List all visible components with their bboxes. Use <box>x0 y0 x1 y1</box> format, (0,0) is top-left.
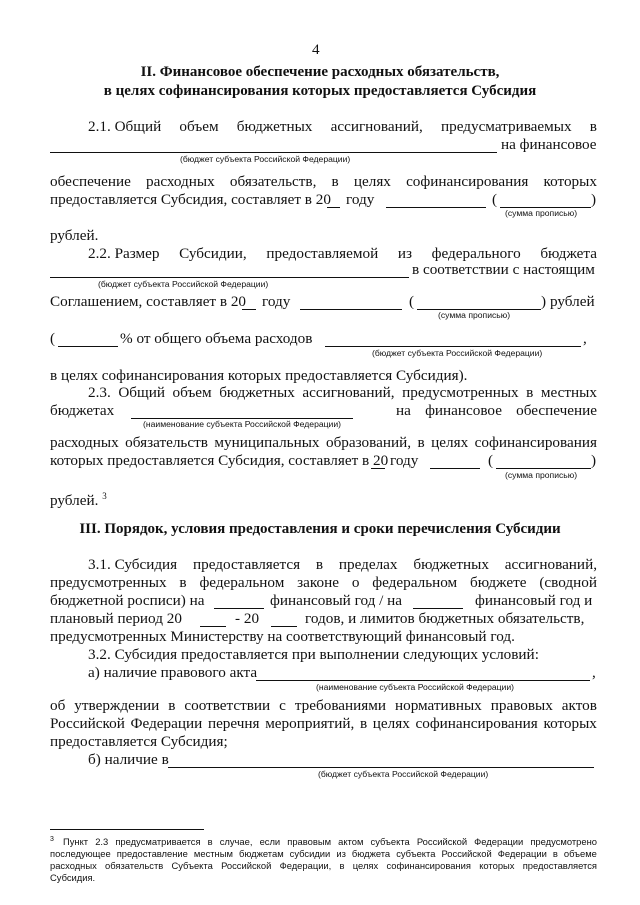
fill-line-year[interactable] <box>271 626 297 627</box>
word: последующее <box>50 848 111 859</box>
word: в <box>179 574 187 591</box>
word: перечня <box>207 715 260 732</box>
word: расходных <box>146 173 215 190</box>
word: Общий <box>118 384 165 401</box>
fill-line-year[interactable] <box>200 626 226 627</box>
word: расходных <box>50 860 97 871</box>
text-condition-a: а) наличие правового акта <box>88 664 258 681</box>
text-line4-a: предоставляется Субсидия, составляет в 20 <box>50 191 331 208</box>
word: объем <box>179 118 219 135</box>
word: софинансирования <box>386 860 471 871</box>
word: местным <box>193 848 233 859</box>
word: актов <box>561 697 597 714</box>
word: предоставление <box>116 848 188 859</box>
word: в <box>526 384 534 401</box>
word: предоставляемой <box>266 245 379 262</box>
paren-open: ( <box>50 330 56 347</box>
word: Субсидии, <box>179 245 247 262</box>
word: федеральном <box>199 574 285 591</box>
text-line4-a: которых предоставляется Субсидия, составляет в 20 <box>50 452 389 469</box>
word: софинансирования <box>406 173 529 190</box>
word: об <box>50 697 66 714</box>
paren-close: ) <box>541 293 547 310</box>
word: Российской <box>441 848 492 859</box>
fill-line-budget[interactable] <box>50 152 497 153</box>
text-line5: предусмотренных Министерству на соответствующий финансовый год. <box>50 628 515 645</box>
word: бюджете <box>470 574 527 591</box>
caption-sum: (сумма прописью) <box>438 310 511 320</box>
word: утверждении <box>74 697 160 714</box>
paren-open: ( <box>409 293 415 310</box>
paragraph-3-2-line4 <box>50 715 597 733</box>
word: которых <box>479 860 515 871</box>
word: местных <box>540 384 597 401</box>
footnote-line4: Субсидия. <box>50 872 96 883</box>
word: правовым <box>287 836 332 847</box>
caption-sum: (сумма прописью) <box>505 208 578 218</box>
footnote-line1 <box>63 836 597 848</box>
word: если <box>259 836 281 847</box>
word: целях <box>431 434 469 451</box>
text-line4-a: плановый период 20 <box>50 610 182 627</box>
word: в <box>331 173 339 190</box>
word: 2.3 <box>95 836 109 847</box>
word: 2.2. Размер <box>88 245 160 262</box>
comma: , <box>592 664 596 681</box>
word: 2.1. Общий <box>88 118 162 135</box>
word: объеме <box>563 848 597 859</box>
comma: , <box>583 330 587 347</box>
text-year-word: году <box>390 452 419 469</box>
paren-close: ) <box>591 191 597 208</box>
fill-line-budget[interactable] <box>168 767 594 768</box>
word: о <box>351 574 360 591</box>
word: софинансирования <box>415 715 538 732</box>
word: мероприятий, <box>265 715 355 732</box>
footnote-reference[interactable]: 3 <box>102 491 107 501</box>
word: целях <box>372 715 410 732</box>
word: муниципальных <box>214 434 320 451</box>
word: в <box>589 118 597 135</box>
section-2-title-line1: II. Финансовое обеспечение расходных обязательств, <box>140 64 500 80</box>
word: субъекта <box>370 836 410 847</box>
word: нормативных <box>394 697 482 714</box>
word: федерального <box>431 245 521 262</box>
word: пределах <box>338 556 398 573</box>
fill-line-year[interactable] <box>327 207 340 208</box>
text-line4-b: - 20 <box>235 610 260 627</box>
word: обязательств <box>125 434 208 451</box>
paren-close: ) <box>591 452 597 469</box>
footnote-separator <box>50 829 204 830</box>
text-line3-a: бюджетной росписи) на <box>50 592 205 609</box>
fill-line-amount[interactable] <box>386 207 486 208</box>
caption-budget: (бюджет субъекта Российской Федерации) <box>98 279 269 289</box>
caption-budget: (бюджет субъекта Российской Федерации) <box>180 154 351 164</box>
footnote-line3 <box>50 860 597 872</box>
text-line4-c: годов, и лимитов бюджетных обязательств, <box>305 610 585 627</box>
word: образований, <box>325 434 412 451</box>
word: в <box>207 836 213 847</box>
word: бюджета <box>351 848 391 859</box>
text-budgets: бюджетах <box>50 402 115 419</box>
fill-line-budget[interactable] <box>325 346 581 347</box>
word: ассигнований, <box>330 118 423 135</box>
paragraph-2-3-line3 <box>50 434 597 452</box>
word: предусматривается <box>115 836 201 847</box>
word: обязательств <box>105 860 164 871</box>
text-tail: на финансовое <box>501 136 597 153</box>
word: правовых <box>490 697 553 714</box>
text-condition-b: б) наличие в <box>88 751 169 768</box>
section-2-title-line2: в целях софинансирования которых предоставляется Субсидия <box>103 83 537 99</box>
fill-line-year[interactable] <box>214 608 264 609</box>
caption-subject-name: (наименование субъекта Российской Федерации) <box>143 419 342 429</box>
word: предусмотренных <box>50 574 167 591</box>
word: целях <box>352 860 379 871</box>
word: федеральном <box>372 574 458 591</box>
caption-subject-name: (наименование субъекта Российской Федерации) <box>316 682 515 692</box>
word: предусматриваемых <box>440 118 572 135</box>
word: 2.3. <box>88 384 111 401</box>
fill-line-amount-words[interactable] <box>496 468 591 469</box>
text-financing <box>396 402 597 420</box>
text-rubles: рублей <box>550 293 595 310</box>
word: Российской <box>221 860 272 871</box>
fill-line-percent[interactable] <box>58 346 118 347</box>
text-tail: в соответствии с настоящим <box>412 261 595 278</box>
word: в <box>339 860 345 871</box>
word: из <box>397 245 413 262</box>
word: предусмотренных <box>402 384 519 401</box>
word: (сводной <box>539 574 597 591</box>
word: обеспечение <box>50 173 131 190</box>
word: финансовое <box>425 402 502 419</box>
word: субсидии <box>289 848 331 859</box>
word: в <box>168 697 176 714</box>
paragraph-2-3-line1 <box>88 384 597 402</box>
fill-line-year[interactable] <box>242 309 256 310</box>
word: расходных <box>50 434 119 451</box>
rubles-text: рублей. <box>50 492 99 510</box>
paragraph-2-1-line1 <box>88 118 597 136</box>
fill-line-legal-act[interactable] <box>256 680 590 681</box>
word: бюджетам <box>238 848 284 859</box>
word: бюджета <box>540 245 597 262</box>
word: в <box>417 434 425 451</box>
fill-line-year[interactable] <box>371 468 385 469</box>
word: в <box>552 848 558 859</box>
paragraph-3-1-line1 <box>88 556 597 574</box>
word: бюджетных <box>413 556 489 573</box>
word: обязательств, <box>229 173 317 190</box>
page-number: 4 <box>312 41 320 58</box>
paragraph-2-1-line3 <box>50 173 597 191</box>
caption-sum: (сумма прописью) <box>505 470 578 480</box>
text-rubles: рублей. <box>50 227 99 244</box>
word: с <box>279 697 286 714</box>
word: обеспечение <box>516 402 597 419</box>
word: бюджетных <box>219 384 295 401</box>
text-line3-b: финансовый год / на <box>270 592 403 609</box>
word: в <box>315 556 324 573</box>
word: случае, <box>219 836 253 847</box>
text-line5: предоставляется Субсидия; <box>50 733 228 750</box>
text-percent: % от общего объема расходов <box>120 330 313 347</box>
word: Российской <box>416 836 468 847</box>
word: ассигнований, <box>302 384 395 401</box>
word: предоставляется <box>192 556 301 573</box>
footnote-mark: 3 <box>50 836 54 843</box>
word: бюджетных <box>236 118 313 135</box>
word: Федерации <box>130 715 203 732</box>
fill-line-budget[interactable] <box>50 277 409 278</box>
text-year-word: году <box>262 293 291 310</box>
word: актом <box>338 836 364 847</box>
paragraph-3-1-line2 <box>50 574 597 592</box>
text-line5: в целях софинансирования которых предоставляется Субсидия). <box>50 367 468 384</box>
word: 3.1. Субсидия <box>88 556 178 573</box>
word: субъекта <box>396 848 436 859</box>
paragraph-3-2-line1: 3.2. Субсидия предоставляется при выполнении следующих условий: <box>88 646 539 663</box>
word: из <box>336 848 346 859</box>
footnote-line2 <box>50 848 597 860</box>
word: которых <box>543 173 597 190</box>
caption-budget: (бюджет субъекта Российской Федерации) <box>372 348 543 358</box>
text-line3-a: Соглашением, составляет в 20 <box>50 293 247 310</box>
fill-line-amount[interactable] <box>430 468 480 469</box>
word: объем <box>172 384 212 401</box>
word: Федерации <box>474 836 524 847</box>
word: законе <box>297 574 339 591</box>
paren-open: ( <box>488 452 494 469</box>
word: Российской <box>50 715 125 732</box>
word: Федерации <box>497 848 547 859</box>
word: в <box>359 715 368 732</box>
section-3-title: III. Порядок, условия предоставления и сроки перечисления Субсидии <box>79 521 561 537</box>
text-line3-c: финансовый год и <box>475 592 593 609</box>
word: требованиями <box>294 697 387 714</box>
word: софинансирования <box>474 434 597 451</box>
word: которых <box>543 715 597 732</box>
text-rubles <box>50 487 107 510</box>
fill-line-amount[interactable] <box>300 309 402 310</box>
caption-budget: (бюджет субъекта Российской Федерации) <box>318 769 489 779</box>
word: Федерации, <box>279 860 332 871</box>
word: ассигнований, <box>504 556 597 573</box>
text-year-word: году <box>346 191 375 208</box>
word: на <box>396 402 411 419</box>
paragraph-3-2-line3 <box>50 697 597 715</box>
word: соответствии <box>184 697 271 714</box>
word: целях <box>353 173 391 190</box>
fill-line-year[interactable] <box>413 608 463 609</box>
word: Субъекта <box>171 860 213 871</box>
paren-open: ( <box>492 191 498 208</box>
word: Пункт <box>63 836 89 847</box>
word: предусмотрено <box>530 836 597 847</box>
word: предоставляется <box>522 860 597 871</box>
